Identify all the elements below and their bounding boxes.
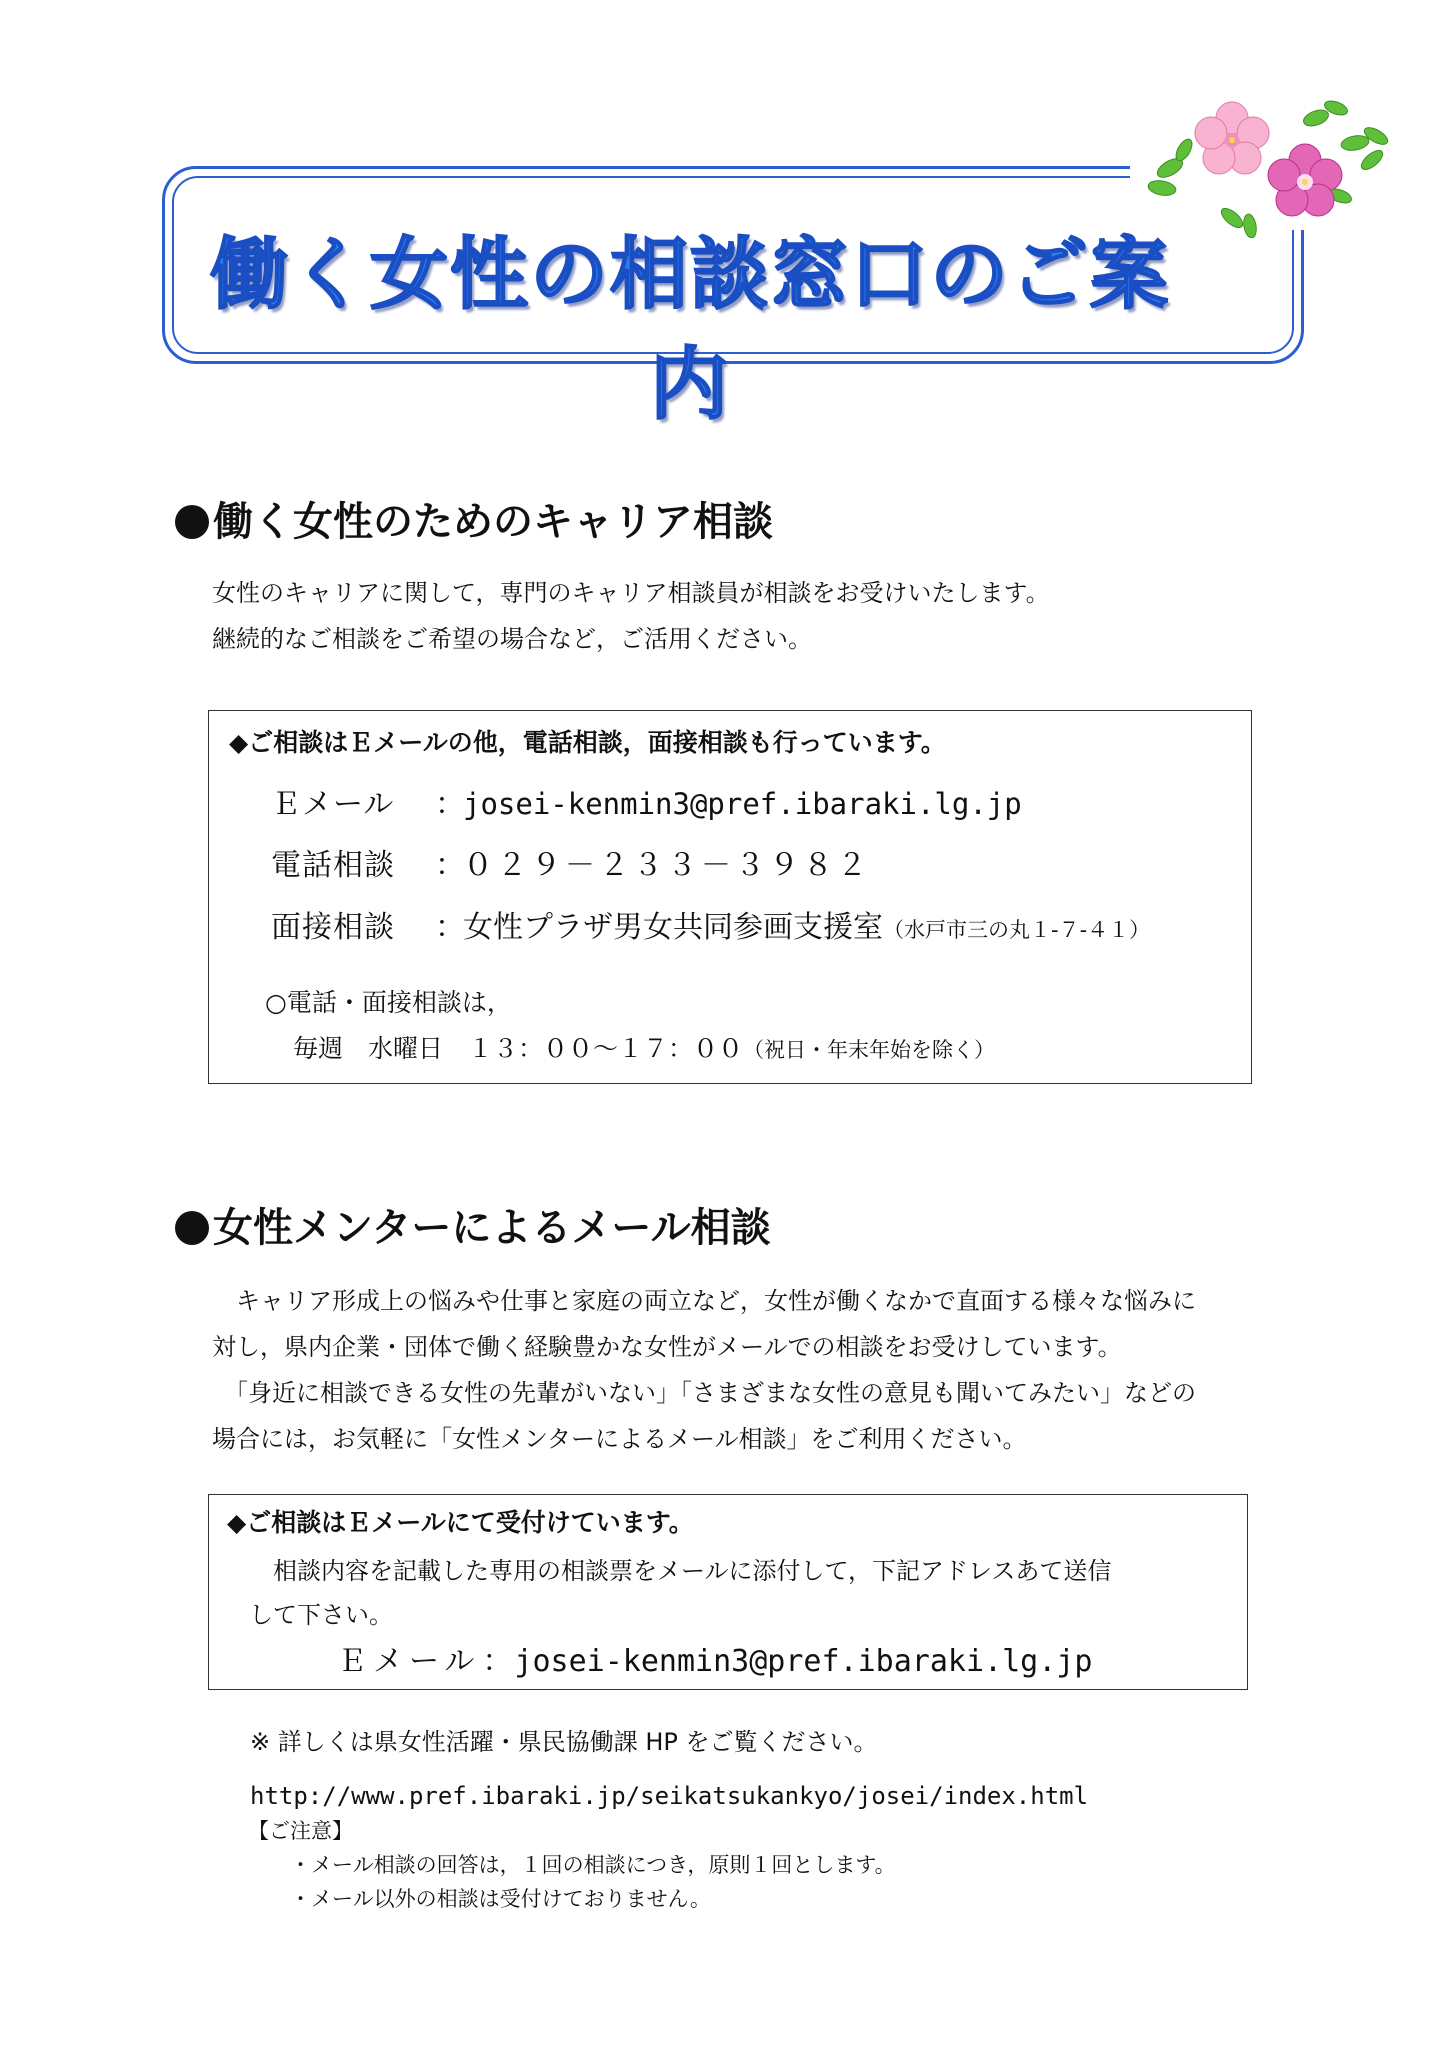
interview-row <box>271 903 1150 955</box>
section2-box-body-line2: して下さい。 <box>249 1601 393 1629</box>
interview-location: 女性プラザ男女共同参画支援室 <box>463 910 883 945</box>
separator: ： <box>435 910 465 945</box>
email-link[interactable]: josei-kenmin3@pref.ibaraki.lg.jp <box>514 1644 1093 1679</box>
hours-schedule: 毎週 水曜日 １３：００～１７：００ <box>293 1034 744 1063</box>
caution-title: 【ご注意】 <box>248 1819 353 1843</box>
page-title: 働く女性の相談窓口のご案内 <box>209 230 1170 430</box>
bullet-icon <box>175 1211 209 1245</box>
section1-body-line2: 継続的なご相談をご希望の場合など，ご活用ください。 <box>212 625 812 653</box>
caution-item: ・メール以外の相談は受付けておりません。 <box>290 1887 711 1911</box>
section2-email-row <box>337 1639 1092 1685</box>
separator: ： <box>482 1644 513 1679</box>
section1-contact-box <box>208 710 1252 1084</box>
section2-heading <box>175 1200 771 1256</box>
interview-label: 面接相談 <box>271 910 395 945</box>
email-link[interactable]: josei-kenmin3@pref.ibaraki.lg.jp <box>463 787 1022 821</box>
section2-box-heading: ◆ご相談はＥメールにて受付けています。 <box>227 1508 694 1537</box>
flower-decoration-icon <box>1140 88 1400 238</box>
section2-body-line3: 「身近に相談できる女性の先輩がいない」「さまざまな女性の意見も聞いてみたい」などの <box>212 1379 1196 1407</box>
hours-line1: ○電話・面接相談は， <box>265 988 512 1017</box>
hours-note: （祝日・年末年始を除く） <box>743 1038 996 1062</box>
section2-contact-box <box>208 1494 1248 1690</box>
separator: ： <box>435 848 465 883</box>
info-note: ※ 詳しくは県女性活躍・県民協働課 HP をご覧ください。 <box>250 1728 878 1756</box>
section2-body-line4: 場合には，お気軽に「女性メンターによるメール相談」をご利用ください。 <box>212 1425 1027 1453</box>
caution-item: ・メール相談の回答は，１回の相談につき，原則１回とします。 <box>290 1853 896 1877</box>
phone-number[interactable]: ０２９－２３３－３９８２ <box>463 848 871 883</box>
section1-body-line1: 女性のキャリアに関して，専門のキャリア相談員が相談をお受けいたします。 <box>212 579 1050 607</box>
interview-address: （水戸市三の丸１-７-４１） <box>883 918 1151 942</box>
email-row <box>271 779 1022 830</box>
section2-body-line2: 対し，県内企業・団体で働く経験豊かな女性がメールでの相談をお受けしています。 <box>212 1333 1122 1361</box>
email-label: Ｅメール <box>337 1644 481 1679</box>
section1-box-heading: ◆ご相談はＥメールの他，電話相談，面接相談も行っています。 <box>229 728 946 757</box>
section2-body-line1: キャリア形成上の悩みや仕事と家庭の両立など，女性が働くなかで直面する様々な悩みに <box>212 1287 1196 1315</box>
section1-heading-text: 働く女性のためのキャリア相談 <box>213 499 773 545</box>
section2-heading-text: 女性メンターによるメール相談 <box>213 1205 771 1251</box>
phone-row <box>271 841 871 891</box>
info-url-link[interactable]: http://www.pref.ibaraki.jp/seikatsukankyo/josei/index.html <box>250 1782 1089 1810</box>
separator: ： <box>435 787 465 822</box>
phone-label: 電話相談 <box>271 848 395 883</box>
hours-line2 <box>293 1027 995 1072</box>
bullet-icon <box>175 505 209 539</box>
email-label: Ｅメール <box>271 787 395 822</box>
section1-heading <box>175 494 773 550</box>
section2-box-body-line1: 相談内容を記載した専用の相談票をメールに添付して，下記アドレスあて送信 <box>273 1557 1112 1585</box>
